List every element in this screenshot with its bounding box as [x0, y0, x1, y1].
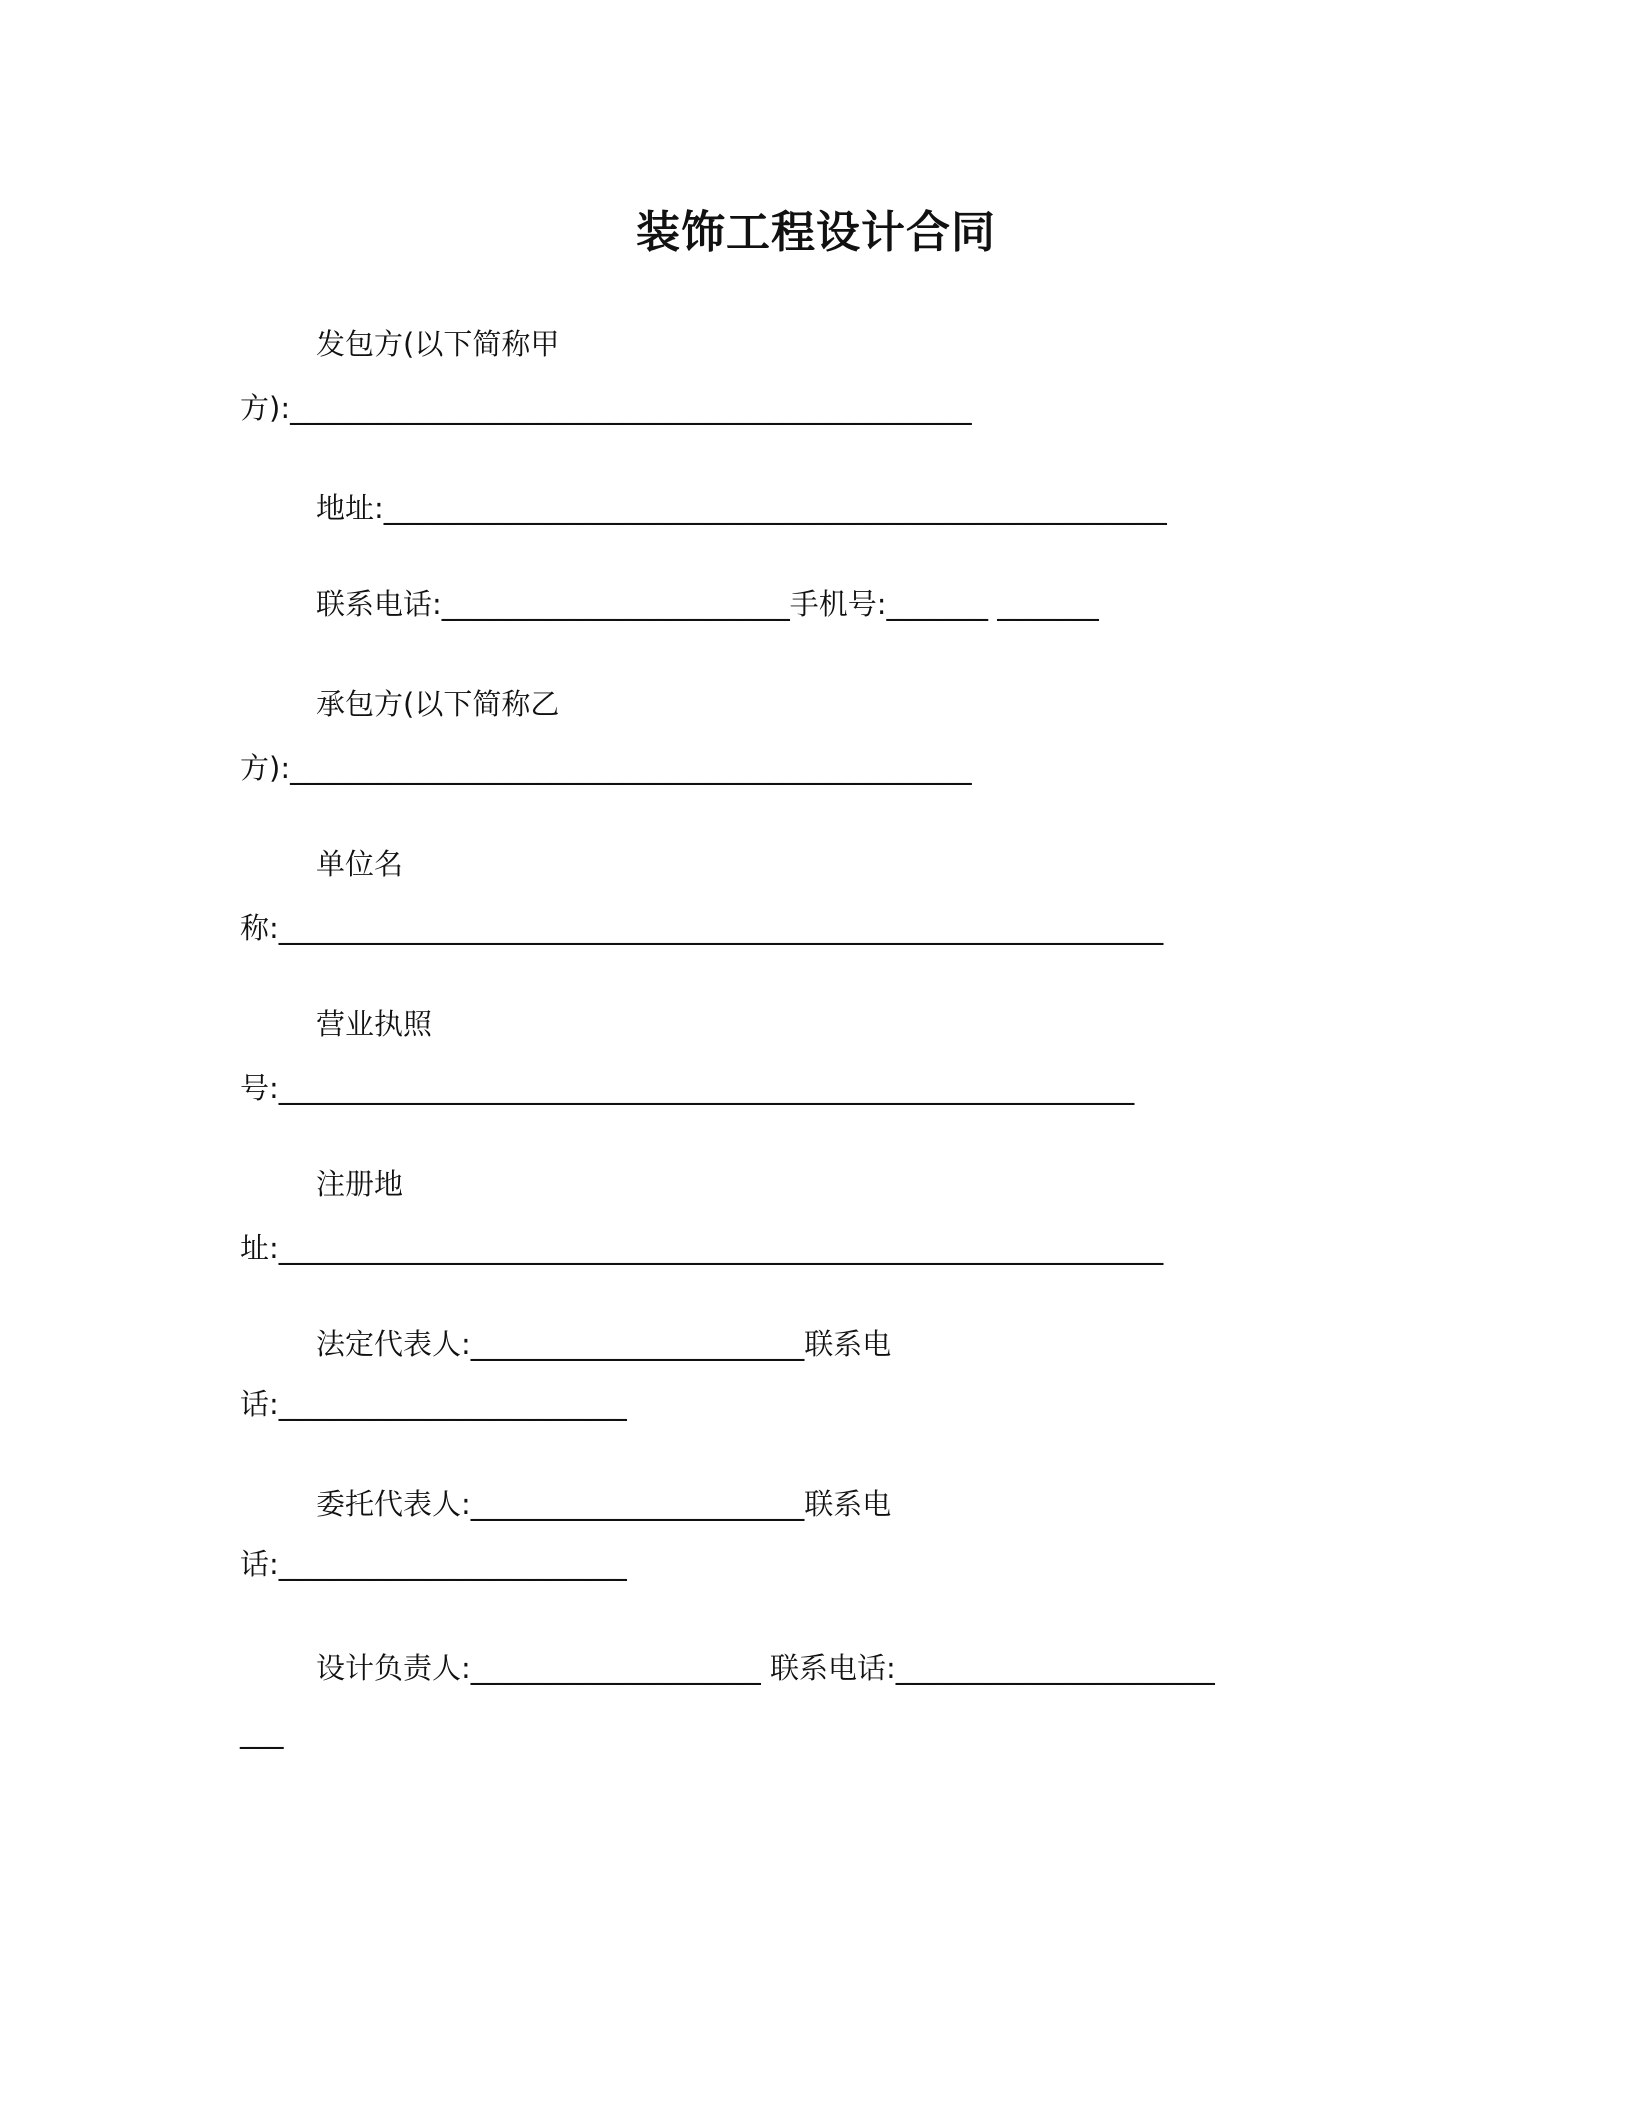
party-a-field: 方):_______________________________________________	[240, 391, 972, 425]
registered-address-field: 址:_____________________________________________________________	[240, 1231, 1164, 1265]
legal-representative-phone-field: 话:________________________	[240, 1387, 627, 1421]
company-name-label: 单位名	[316, 847, 404, 881]
party-b-field: 方):_______________________________________________	[240, 751, 972, 785]
authorized-representative-field: 委托代表人:_______________________联系电	[316, 1487, 892, 1521]
registered-address-label: 注册地	[316, 1167, 404, 1201]
document-title: 装饰工程设计合同	[636, 207, 996, 258]
phone-mobile-field: 联系电话:________________________手机号:_______ _______	[316, 587, 1099, 621]
design-lead-field: 设计负责人:____________________ 联系电话:______________________	[316, 1651, 1215, 1685]
address-field: 地址:______________________________________________________	[316, 491, 1167, 525]
party-a-label: 发包方(以下简称甲	[316, 327, 560, 361]
party-b-label: 承包方(以下简称乙	[316, 687, 560, 721]
business-license-field: 号:___________________________________________________________	[240, 1071, 1135, 1105]
business-license-label: 营业执照	[316, 1007, 433, 1041]
company-name-field: 称:_____________________________________________________________	[240, 911, 1164, 945]
authorized-representative-phone-field: 话:________________________	[240, 1547, 627, 1581]
legal-representative-field: 法定代表人:_______________________联系电	[316, 1327, 892, 1361]
design-lead-continuation: ___	[240, 1715, 284, 1749]
